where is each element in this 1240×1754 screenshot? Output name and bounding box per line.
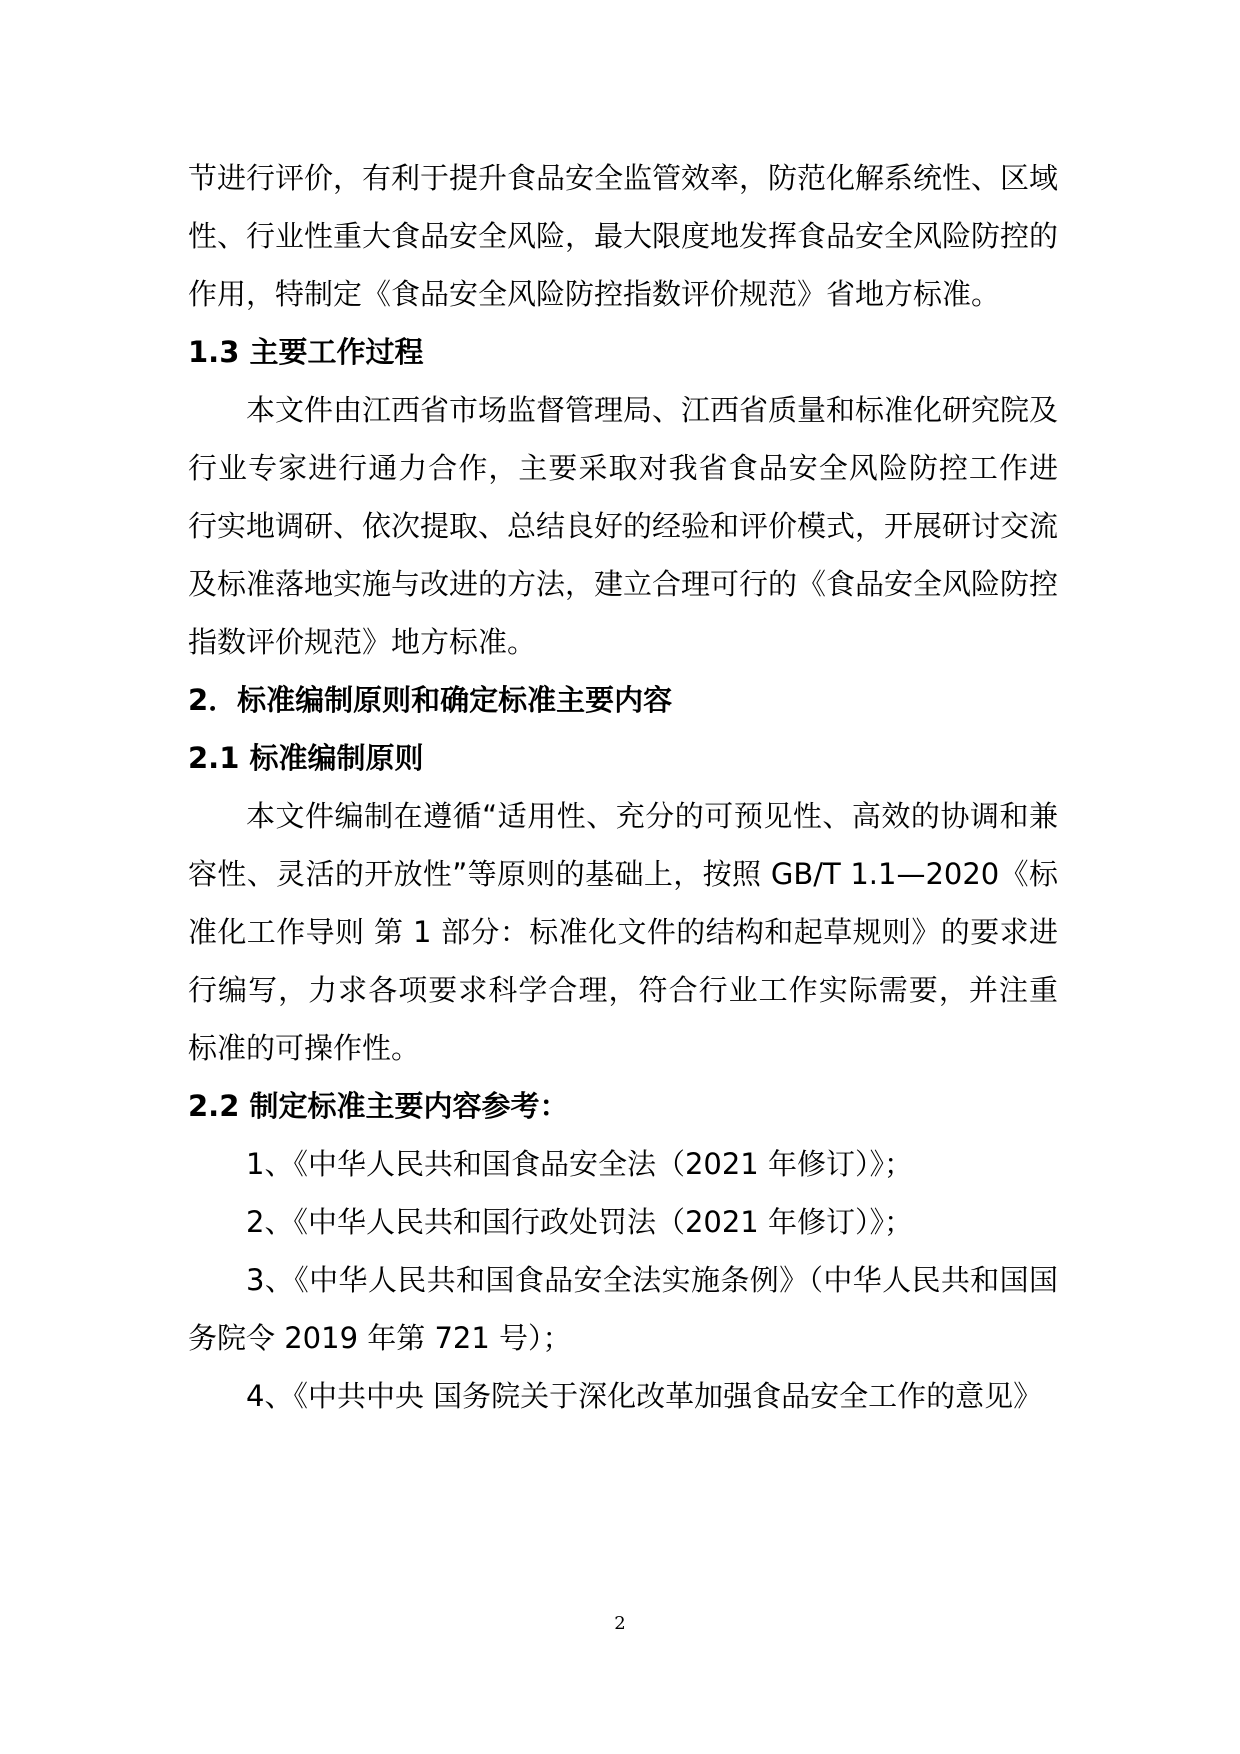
paragraph-line: 容性、灵活的开放性”等原则的基础上，按照 GB/T 1.1—2020《标	[188, 857, 1058, 891]
paragraph-line: 本文件编制在遵循“适用性、充分的可预见性、高效的协调和兼	[246, 799, 1058, 833]
reference-item: 4、《中共中央 国务院关于深化改革加强食品安全工作的意见》	[246, 1379, 1043, 1413]
section-heading-2-1: 2.1 标准编制原则	[188, 741, 424, 775]
paragraph-line: 行实地调研、依次提取、总结良好的经验和评价模式，开展研讨交流	[188, 509, 1059, 543]
paragraph-line: 准化工作导则 第 1 部分：标准化文件的结构和起草规则》的要求进	[188, 915, 1058, 949]
section-heading-1-3: 1.3 主要工作过程	[188, 335, 424, 369]
reference-item: 1、《中华人民共和国食品安全法（2021 年修订）》；	[246, 1147, 913, 1181]
page-number: 2	[614, 1613, 626, 1634]
reference-item: 3、《中华人民共和国食品安全法实施条例》（中华人民共和国国	[246, 1263, 1058, 1297]
paragraph-line: 行编写，力求各项要求科学合理，符合行业工作实际需要，并注重	[188, 973, 1058, 1007]
paragraph-line: 行业专家进行通力合作，主要采取对我省食品安全风险防控工作进	[188, 451, 1058, 485]
paragraph-line: 性、行业性重大食品安全风险，最大限度地发挥食品安全风险防控的	[188, 219, 1059, 253]
paragraph-line: 标准的可操作性。	[188, 1031, 421, 1065]
paragraph-line: 节进行评价，有利于提升食品安全监管效率，防范化解系统性、区域	[188, 161, 1059, 195]
paragraph-line: 指数评价规范》地方标准。	[188, 625, 537, 659]
reference-item: 2、《中华人民共和国行政处罚法（2021 年修订）》；	[246, 1205, 913, 1239]
paragraph-line: 作用，特制定《食品安全风险防控指数评价规范》省地方标准。	[188, 277, 1001, 311]
section-heading-2-2: 2.2 制定标准主要内容参考：	[188, 1089, 569, 1123]
section-heading-2: 2．标准编制原则和确定标准主要内容	[188, 683, 673, 717]
paragraph-line: 本文件由江西省市场监督管理局、江西省质量和标准化研究院及	[246, 393, 1059, 427]
reference-item-continued: 务院令 2019 年第 721 号）；	[188, 1321, 572, 1355]
paragraph-line: 及标准落地实施与改进的方法，建立合理可行的《食品安全风险防控	[188, 567, 1059, 601]
